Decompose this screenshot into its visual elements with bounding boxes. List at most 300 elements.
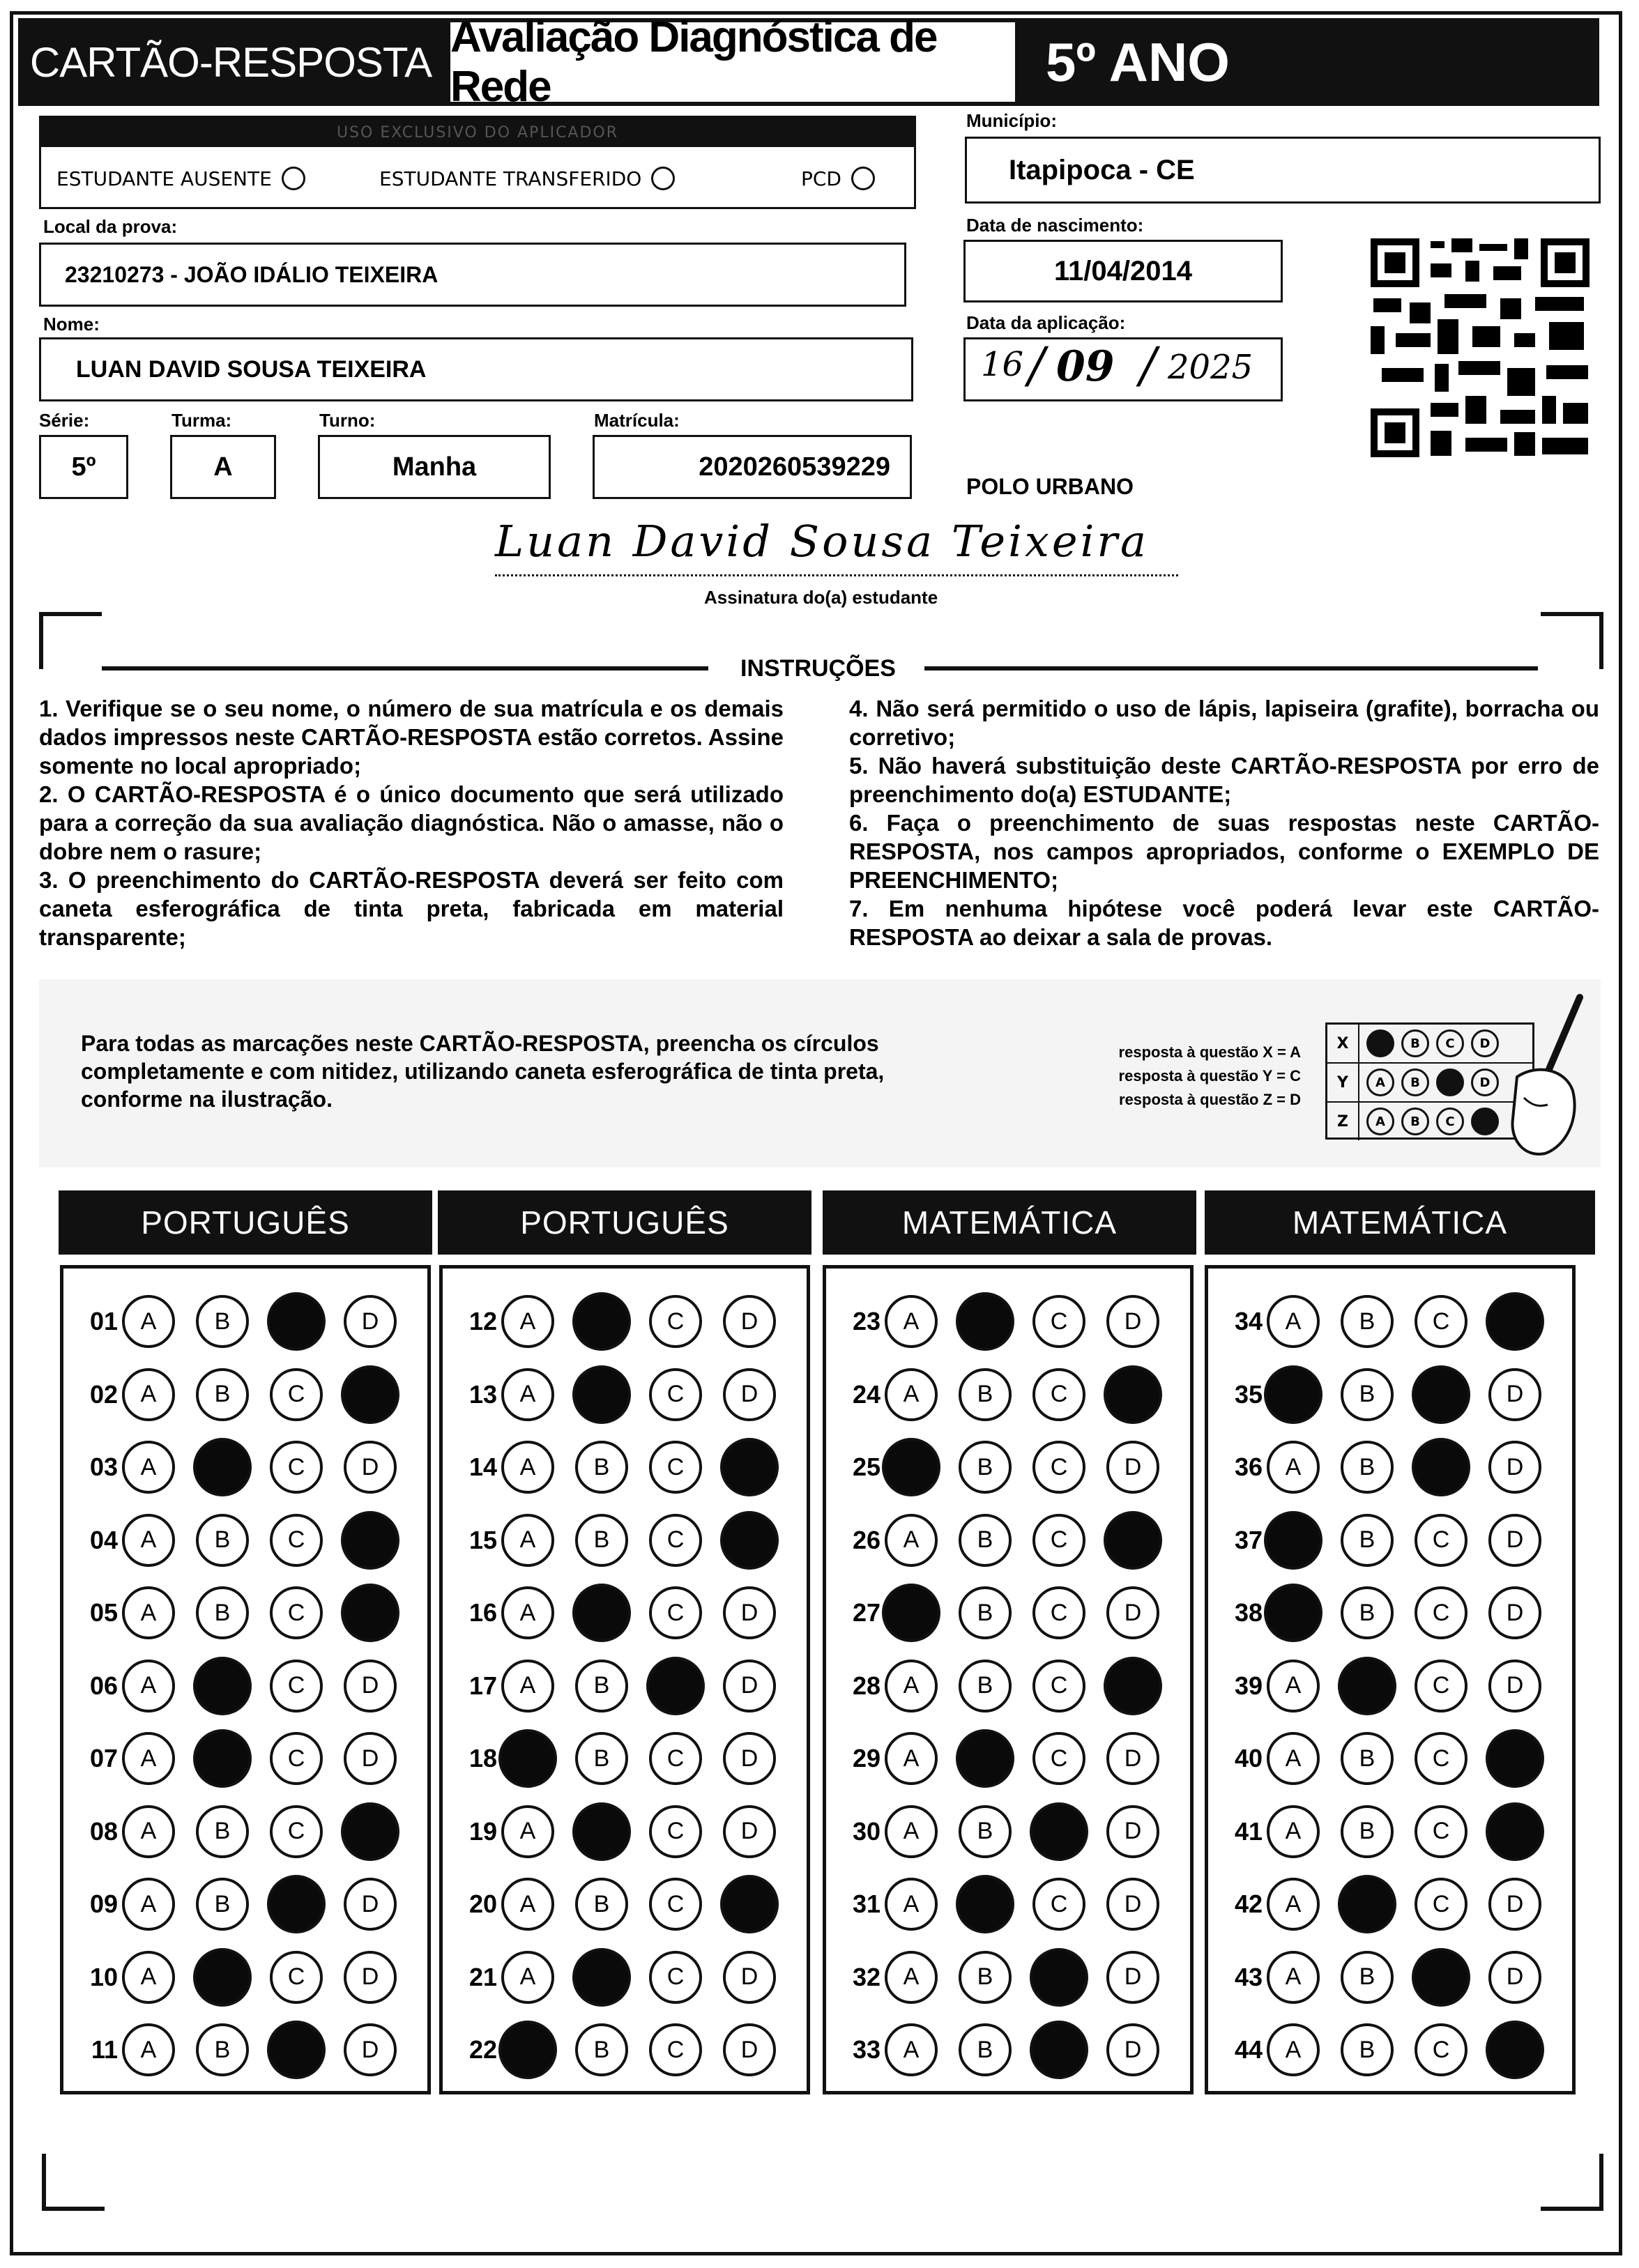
answer-bubble-b[interactable]: B	[196, 2023, 249, 2076]
question-number: 21	[468, 1962, 497, 1991]
answer-bubble-b[interactable]	[956, 1729, 1014, 1788]
answer-bubble-c[interactable]: C	[649, 1295, 702, 1348]
pcd-label: PCD	[801, 167, 841, 190]
question-number: 04	[89, 1525, 118, 1554]
answer-bubble-c[interactable]: C	[1415, 1805, 1468, 1858]
question-number: 40	[1234, 1744, 1263, 1772]
answer-bubble-d[interactable]	[720, 1875, 779, 1933]
answer-bubble-b[interactable]	[572, 1584, 631, 1642]
answer-bubble-a[interactable]: A	[1267, 1295, 1320, 1348]
answer-bubble-a[interactable]: A	[885, 1732, 938, 1785]
answer-bubble-c[interactable]: C	[1415, 1586, 1468, 1639]
question-number: 02	[89, 1379, 118, 1409]
answer-bubble-c[interactable]	[1030, 2021, 1088, 2079]
answer-bubble-d[interactable]: D	[344, 1951, 397, 2004]
question-number: 35	[1234, 1379, 1263, 1409]
signature-line	[495, 574, 1178, 576]
answer-bubble-d[interactable]: D	[723, 1805, 776, 1858]
answer-bubble-c[interactable]	[646, 1657, 705, 1715]
answer-bubble-d[interactable]	[1104, 1511, 1162, 1570]
transferred-option[interactable]	[379, 167, 675, 190]
aplicacao-field: 16 / 09 / 2025	[963, 337, 1283, 401]
answer-bubble-c[interactable]: C	[1032, 1441, 1085, 1494]
answer-bubble-b[interactable]: B	[575, 1732, 628, 1785]
question-number: 03	[89, 1453, 118, 1481]
subject-header: PORTUGUÊS	[438, 1190, 811, 1255]
serie-field: 5º	[39, 435, 128, 499]
answer-bubble-d[interactable]: D	[344, 1295, 397, 1348]
question-number: 43	[1234, 1962, 1263, 1991]
answer-bubble-d[interactable]: D	[1488, 1368, 1541, 1421]
question-number: 16	[468, 1598, 497, 1627]
nome-field: LUAN DAVID SOUSA TEIXEIRA	[39, 337, 913, 401]
question-row	[63, 1653, 418, 1719]
applicator-box	[39, 116, 916, 209]
answer-bubble-d[interactable]: D	[723, 1586, 776, 1639]
answer-bubble-b[interactable]: B	[959, 1586, 1012, 1639]
answer-bubble-a[interactable]: A	[885, 1660, 938, 1713]
answer-bubble-d[interactable]: D	[723, 1732, 776, 1785]
answer-bubble-b[interactable]: B	[196, 1368, 249, 1421]
answer-bubble-d[interactable]: D	[723, 1368, 776, 1421]
answer-bubble-a[interactable]	[1264, 1511, 1322, 1570]
question-row	[1208, 1361, 1562, 1428]
question-row	[63, 1725, 418, 1792]
answer-bubble-a[interactable]: A	[122, 1951, 175, 2004]
example-row-label: Z	[1327, 1103, 1359, 1140]
answer-bubble-c[interactable]: C	[1415, 1295, 1468, 1348]
answer-bubble-b[interactable]: B	[959, 1660, 1012, 1713]
grade-label: 5º ANO	[1046, 31, 1230, 93]
answer-bubble-b[interactable]: B	[959, 1368, 1012, 1421]
local-field: 23210273 - JOÃO IDÁLIO TEIXEIRA	[39, 243, 906, 307]
turno-field: Manha	[318, 435, 551, 499]
question-number: 28	[852, 1671, 881, 1700]
answer-bubble-c[interactable]: C	[649, 1951, 702, 2004]
answer-bubble-a[interactable]: A	[501, 1660, 554, 1713]
answer-bubble-c[interactable]: C	[1032, 1514, 1085, 1567]
example-bubble: A	[1366, 1068, 1394, 1096]
example-bubble: B	[1401, 1029, 1429, 1057]
answer-bubble-a[interactable]: A	[885, 1295, 938, 1348]
answer-bubble-b[interactable]	[193, 1948, 252, 2007]
answer-bubble-d[interactable]: D	[723, 1951, 776, 2004]
instructions-rule	[924, 666, 1538, 671]
answer-bubble-c[interactable]	[1412, 1438, 1470, 1496]
answer-bubble-d[interactable]: D	[344, 1660, 397, 1713]
answer-bubble-b[interactable]: B	[959, 1514, 1012, 1567]
question-row	[63, 1361, 418, 1428]
question-row	[443, 1579, 797, 1646]
answer-bubble-b[interactable]: B	[575, 1514, 628, 1567]
answer-bubble-d[interactable]: D	[723, 1295, 776, 1348]
corner-mark	[39, 612, 102, 669]
municipio-label: Município:	[966, 110, 1057, 131]
polo-label: POLO URBANO	[966, 474, 1134, 499]
question-number: 33	[852, 2035, 881, 2064]
answer-bubble-d[interactable]: D	[344, 1732, 397, 1785]
answer-bubble-b[interactable]: B	[959, 1441, 1012, 1494]
answer-bubble-a[interactable]: A	[1267, 1660, 1320, 1713]
question-number: 23	[852, 1307, 881, 1335]
question-number: 34	[1234, 1307, 1263, 1335]
answer-bubble-a[interactable]: A	[501, 1295, 554, 1348]
question-row	[63, 1288, 418, 1355]
question-row	[63, 1871, 418, 1938]
answer-bubble-c[interactable]: C	[649, 1878, 702, 1931]
answer-bubble-b[interactable]	[1338, 1657, 1396, 1715]
answer-bubble-c[interactable]	[1030, 1802, 1088, 1861]
answer-bubble-a[interactable]: A	[122, 1295, 175, 1348]
answer-bubble-d[interactable]: D	[344, 2023, 397, 2076]
answer-bubble-d[interactable]: D	[723, 2023, 776, 2076]
answer-bubble-c[interactable]: C	[1032, 1586, 1085, 1639]
answer-bubble-b[interactable]: B	[1341, 1514, 1394, 1567]
answer-bubble-d[interactable]: D	[1106, 2023, 1159, 2076]
answer-bubble-d[interactable]	[1486, 1729, 1544, 1788]
question-row	[826, 1361, 1180, 1428]
answer-bubble-c[interactable]: C	[649, 1732, 702, 1785]
question-number: 19	[468, 1816, 497, 1846]
transferred-label: ESTUDANTE TRANSFERIDO	[379, 167, 642, 190]
question-row	[826, 2016, 1180, 2083]
answer-bubble-d[interactable]: D	[344, 1878, 397, 1931]
answer-bubble-a[interactable]	[882, 1584, 940, 1642]
answer-bubble-b[interactable]: B	[959, 1805, 1012, 1858]
question-row	[63, 1944, 418, 2011]
question-row	[1208, 1579, 1562, 1646]
question-number: 32	[852, 1962, 881, 1991]
aplicacao-year: 2025	[1168, 348, 1253, 387]
matricula-label: Matrícula:	[594, 410, 680, 431]
example-text: Para todas as marcações neste CARTÃO-RESPOSTA, preencha os círculos completamente e com nitidez, utilizando caneta esferográfica de tinta preta, conforme na ilustração.	[81, 1031, 885, 1112]
question-row	[63, 2016, 418, 2083]
answer-bubble-b[interactable]	[572, 1802, 631, 1861]
question-number: 30	[852, 1816, 881, 1846]
question-number: 12	[468, 1307, 497, 1335]
nascimento-label: Data de nascimento:	[966, 215, 1144, 236]
answer-bubble-b[interactable]: B	[1341, 1732, 1394, 1785]
question-number: 22	[468, 2035, 497, 2064]
answer-bubble-c[interactable]: C	[270, 1805, 323, 1858]
pcd-circle[interactable]	[851, 167, 875, 190]
answer-bubble-c[interactable]: C	[1415, 2023, 1468, 2076]
answer-bubble-a[interactable]	[498, 2021, 557, 2079]
question-row	[443, 1288, 797, 1355]
answer-bubble-b[interactable]	[572, 1365, 631, 1424]
answer-bubble-c[interactable]: C	[1415, 1878, 1468, 1931]
answer-bubble-b[interactable]	[193, 1438, 252, 1496]
answer-bubble-a[interactable]: A	[1267, 2023, 1320, 2076]
question-row	[826, 1944, 1180, 2011]
aplicacao-month: 09	[1056, 342, 1115, 391]
question-number: 42	[1234, 1890, 1263, 1918]
question-number: 14	[468, 1453, 497, 1481]
question-row	[63, 1434, 418, 1501]
answer-bubble-c[interactable]: C	[270, 1514, 323, 1567]
question-row	[443, 1871, 797, 1938]
question-number: 29	[852, 1744, 881, 1772]
answer-bubble-d[interactable]: D	[1488, 1878, 1541, 1931]
question-row	[1208, 1507, 1562, 1574]
answer-bubble-a[interactable]: A	[122, 1660, 175, 1713]
answer-bubble-a[interactable]: A	[885, 1951, 938, 2004]
answer-bubble-b[interactable]	[572, 1948, 631, 2007]
answer-bubble-b[interactable]: B	[575, 1441, 628, 1494]
answer-bubble-a[interactable]: A	[501, 1878, 554, 1931]
answer-bubble-b[interactable]: B	[1341, 1441, 1394, 1494]
answer-bubble-c[interactable]: C	[270, 1586, 323, 1639]
question-row	[826, 1653, 1180, 1719]
answer-bubble-d[interactable]	[341, 1511, 399, 1570]
answer-bubble-b[interactable]: B	[1341, 1951, 1394, 2004]
answer-bubble-a[interactable]: A	[885, 2023, 938, 2076]
question-row	[443, 1507, 797, 1574]
answer-bubble-a[interactable]: A	[1267, 1805, 1320, 1858]
example-bubble: A	[1366, 1108, 1394, 1135]
question-row	[826, 1725, 1180, 1792]
question-row	[1208, 1944, 1562, 2011]
student-signature: Luan David Sousa Teixeira	[495, 516, 1149, 567]
applicator-bar: USO EXCLUSIVO DO APLICADOR	[41, 118, 914, 147]
answer-bubble-a[interactable]: A	[501, 1368, 554, 1421]
answer-bubble-d[interactable]: D	[1106, 1295, 1159, 1348]
card-title: CARTÃO-RESPOSTA	[29, 38, 432, 86]
answer-bubble-d[interactable]	[1104, 1365, 1162, 1424]
nome-label: Nome:	[43, 314, 100, 335]
instruction-item: 4. Não será permitido o uso de lápis, lapiseira (grafite), borracha ou corretivo;	[849, 696, 1599, 750]
answer-bubble-a[interactable]: A	[501, 1514, 554, 1567]
question-row	[826, 1871, 1180, 1938]
question-row	[63, 1579, 418, 1646]
signature-label: Assinatura do(a) estudante	[704, 587, 938, 608]
absent-option[interactable]	[56, 167, 305, 190]
legend-item: resposta à questão Z = D	[1118, 1091, 1301, 1108]
answer-bubble-d[interactable]	[720, 1511, 779, 1570]
question-number: 26	[852, 1525, 881, 1554]
answer-bubble-a[interactable]: A	[501, 1441, 554, 1494]
answer-bubble-d[interactable]	[341, 1584, 399, 1642]
instructions-rule	[102, 666, 708, 671]
answer-bubble-c[interactable]: C	[270, 1732, 323, 1785]
example-bubble	[1366, 1029, 1394, 1057]
answer-bubble-c[interactable]: C	[1032, 1732, 1085, 1785]
answer-bubble-d[interactable]	[341, 1802, 399, 1861]
answer-bubble-d[interactable]: D	[1488, 1514, 1541, 1567]
example-bubble: C	[1436, 1108, 1464, 1135]
answer-bubble-c[interactable]: C	[1415, 1660, 1468, 1713]
answer-bubble-c[interactable]: C	[649, 1368, 702, 1421]
answer-bubble-d[interactable]: D	[1106, 1732, 1159, 1785]
answer-bubble-d[interactable]: D	[1488, 1951, 1541, 2004]
answer-bubble-a[interactable]: A	[501, 1951, 554, 2004]
question-number: 10	[89, 1962, 118, 1991]
answer-bubble-b[interactable]: B	[196, 1514, 249, 1567]
answer-bubble-a[interactable]: A	[1267, 1951, 1320, 2004]
answer-bubble-a[interactable]: A	[122, 2023, 175, 2076]
answer-bubble-c[interactable]: C	[649, 1441, 702, 1494]
question-number: 27	[852, 1598, 881, 1627]
answer-bubble-c[interactable]: C	[649, 2023, 702, 2076]
question-row	[443, 1434, 797, 1501]
answer-bubble-c[interactable]	[267, 1292, 326, 1351]
question-number: 07	[89, 1744, 118, 1772]
instruction-item: 6. Faça o preenchimento de suas respostas neste CARTÃO-RESPOSTA, nos campos apropriados, conforme o EXEMPLO DE PREENCHIMENTO;	[849, 810, 1599, 893]
turno-label: Turno:	[319, 410, 376, 431]
question-number: 25	[852, 1453, 881, 1481]
local-label: Local da prova:	[43, 216, 178, 237]
turma-field: A	[170, 435, 276, 499]
answer-bubble-c[interactable]: C	[1032, 1878, 1085, 1931]
answer-bubble-c[interactable]	[1412, 1365, 1470, 1424]
answer-bubble-c[interactable]: C	[649, 1586, 702, 1639]
answer-bubble-c[interactable]: C	[270, 1951, 323, 2004]
answer-bubble-c[interactable]: C	[270, 1441, 323, 1494]
answer-bubble-b[interactable]	[193, 1657, 252, 1715]
answer-bubble-a[interactable]: A	[885, 1514, 938, 1567]
answer-bubble-b[interactable]: B	[196, 1295, 249, 1348]
instruction-item: 1. Verifique se o seu nome, o número de sua matrícula e os demais dados impressos neste CARTÃO-RESPOSTA estão corretos. Assine somente no local apropriado;	[39, 696, 784, 779]
transferred-circle[interactable]	[651, 167, 675, 190]
answer-bubble-a[interactable]: A	[122, 1732, 175, 1785]
nascimento-field: 11/04/2014	[963, 240, 1283, 302]
question-row	[443, 1653, 797, 1719]
question-number: 44	[1234, 2035, 1263, 2064]
answer-bubble-d[interactable]	[720, 1438, 779, 1496]
answer-bubble-a[interactable]: A	[122, 1878, 175, 1931]
answer-bubble-d[interactable]	[1104, 1657, 1162, 1715]
subject-header: MATEMÁTICA	[823, 1190, 1196, 1255]
pcd-option[interactable]	[801, 167, 875, 190]
answer-bubble-d[interactable]: D	[1106, 1441, 1159, 1494]
answer-bubble-d[interactable]: D	[1488, 1441, 1541, 1494]
question-row	[63, 1798, 418, 1865]
example-bubble	[1436, 1068, 1464, 1096]
answer-bubble-a[interactable]: A	[885, 1805, 938, 1858]
matricula-field: 2020260539229	[593, 435, 912, 499]
question-number: 01	[89, 1307, 118, 1335]
question-number: 13	[468, 1379, 497, 1409]
qr-code-icon	[1368, 236, 1592, 460]
corner-mark	[42, 2154, 105, 2211]
answer-bubble-c[interactable]: C	[1032, 1295, 1085, 1348]
answer-bubble-d[interactable]: D	[1106, 1878, 1159, 1931]
absent-circle[interactable]	[282, 167, 305, 190]
answer-bubble-b[interactable]: B	[1341, 1805, 1394, 1858]
answer-bubble-d[interactable]: D	[1488, 1586, 1541, 1639]
answer-bubble-b[interactable]	[193, 1729, 252, 1788]
answer-bubble-d[interactable]: D	[344, 1441, 397, 1494]
answer-bubble-b[interactable]: B	[959, 1951, 1012, 2004]
question-row	[1208, 1725, 1562, 1792]
answer-bubble-c[interactable]: C	[1415, 1514, 1468, 1567]
answer-bubble-b[interactable]: B	[196, 1805, 249, 1858]
answer-bubble-a[interactable]: A	[122, 1441, 175, 1494]
answer-bubble-c[interactable]: C	[1032, 1660, 1085, 1713]
question-number: 36	[1234, 1453, 1263, 1481]
instructions-left	[39, 694, 784, 951]
answer-bubble-c[interactable]: C	[649, 1514, 702, 1567]
answer-bubble-a[interactable]: A	[1267, 1441, 1320, 1494]
example-bubble: D	[1471, 1029, 1499, 1057]
answer-bubble-d[interactable]: D	[723, 1660, 776, 1713]
answer-bubble-b[interactable]: B	[1341, 1586, 1394, 1639]
corner-mark	[1541, 612, 1603, 669]
answer-bubble-a[interactable]: A	[885, 1368, 938, 1421]
answer-bubble-c[interactable]: C	[270, 1368, 323, 1421]
answer-bubble-b[interactable]: B	[1341, 1295, 1394, 1348]
answer-bubble-b[interactable]: B	[575, 1878, 628, 1931]
answer-bubble-d[interactable]: D	[1106, 1586, 1159, 1639]
question-row	[826, 1507, 1180, 1574]
answer-bubble-c[interactable]: C	[1032, 1368, 1085, 1421]
answer-bubble-d[interactable]: D	[1488, 1660, 1541, 1713]
answer-bubble-a[interactable]	[498, 1729, 557, 1788]
question-number: 11	[91, 2035, 118, 2064]
answer-bubble-c[interactable]	[1030, 1948, 1088, 2007]
answer-bubble-c[interactable]	[267, 1875, 326, 1933]
answer-bubble-b[interactable]: B	[575, 1660, 628, 1713]
question-row	[1208, 1871, 1562, 1938]
answer-column	[823, 1265, 1194, 2094]
answer-bubble-b[interactable]: B	[959, 2023, 1012, 2076]
answer-bubble-a[interactable]: A	[122, 1805, 175, 1858]
answer-bubble-a[interactable]: A	[1267, 1732, 1320, 1785]
answer-bubble-d[interactable]: D	[1106, 1805, 1159, 1858]
answer-bubble-a[interactable]: A	[885, 1878, 938, 1931]
answer-bubble-b[interactable]: B	[196, 1878, 249, 1931]
question-row	[443, 1798, 797, 1865]
answer-bubble-b[interactable]	[572, 1292, 631, 1351]
answer-bubble-a[interactable]: A	[501, 1586, 554, 1639]
answer-bubble-b[interactable]: B	[1341, 1368, 1394, 1421]
answer-bubble-b[interactable]	[1338, 1875, 1396, 1933]
answer-bubble-d[interactable]: D	[1106, 1951, 1159, 2004]
answer-bubble-c[interactable]: C	[1415, 1732, 1468, 1785]
corner-mark	[1541, 2154, 1603, 2211]
answer-bubble-b[interactable]: B	[1341, 2023, 1394, 2076]
question-row	[826, 1434, 1180, 1501]
answer-bubble-d[interactable]	[341, 1365, 399, 1424]
question-row	[443, 1944, 797, 2011]
example-legend	[1029, 1041, 1301, 1112]
answer-bubble-a[interactable]	[1264, 1584, 1322, 1642]
example-bubble: B	[1401, 1068, 1429, 1096]
answer-column	[1205, 1265, 1576, 2094]
answer-bubble-d[interactable]	[1486, 1802, 1544, 1861]
answer-bubble-d[interactable]	[1486, 2021, 1544, 2079]
answer-bubble-c[interactable]: C	[649, 1805, 702, 1858]
answer-bubble-a[interactable]: A	[122, 1514, 175, 1567]
answer-bubble-b[interactable]: B	[575, 2023, 628, 2076]
answer-bubble-a[interactable]: A	[1267, 1878, 1320, 1931]
answer-bubble-b[interactable]	[956, 1292, 1014, 1351]
answer-bubble-d[interactable]	[1486, 1292, 1544, 1351]
instructions-title: INSTRUÇÕES	[740, 655, 896, 682]
answer-bubble-c[interactable]	[1412, 1948, 1470, 2007]
answer-bubble-a[interactable]	[1264, 1365, 1322, 1424]
answer-bubble-a[interactable]	[882, 1438, 940, 1496]
answer-bubble-a[interactable]: A	[122, 1586, 175, 1639]
answer-bubble-a[interactable]: A	[122, 1368, 175, 1421]
question-row	[443, 2016, 797, 2083]
example-bubble: D	[1471, 1068, 1499, 1096]
answer-bubble-a[interactable]: A	[501, 1805, 554, 1858]
answer-bubble-c[interactable]	[267, 2021, 326, 2079]
answer-bubble-c[interactable]: C	[270, 1660, 323, 1713]
answer-bubble-b[interactable]	[956, 1875, 1014, 1933]
answer-bubble-b[interactable]: B	[196, 1586, 249, 1639]
